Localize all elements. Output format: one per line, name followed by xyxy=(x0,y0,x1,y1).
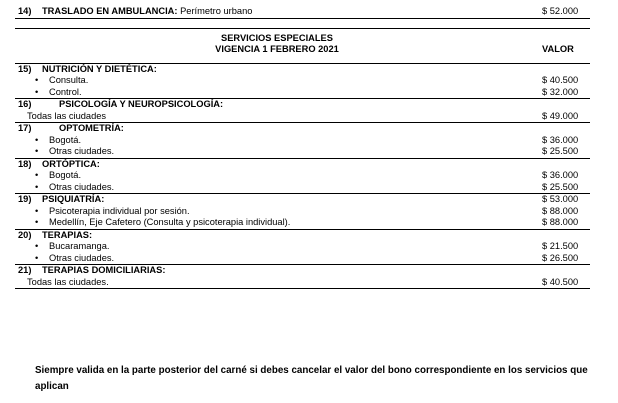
list-item xyxy=(15,146,590,158)
section-title: ORTÓPTICA: xyxy=(42,158,100,169)
item-value: $ 26.500 xyxy=(542,252,579,263)
section-title: PSIQUIATRÍA: xyxy=(42,194,105,204)
item-value: $ 25.500 xyxy=(542,181,579,192)
bullet-icon xyxy=(18,241,49,253)
item-label: Todas las ciudades xyxy=(27,110,107,121)
list-item xyxy=(15,253,590,265)
item-label: Psicoterapia individual por sesión. xyxy=(49,205,190,216)
item-value: $ 36.000 xyxy=(542,134,579,145)
item-label: Bogotá. xyxy=(49,170,82,180)
section-17-title-row xyxy=(15,123,590,135)
list-item xyxy=(15,277,590,289)
bullet-icon xyxy=(18,146,49,158)
bullet-icon xyxy=(18,206,49,218)
bullet-icon xyxy=(18,182,49,194)
list-item xyxy=(15,241,590,253)
section-number: 19) xyxy=(18,194,32,204)
item-value: $ 88.000 xyxy=(542,205,579,216)
item-value: $ 36.000 xyxy=(542,170,579,180)
list-item xyxy=(15,87,590,99)
item-label: Bucaramanga. xyxy=(49,241,110,251)
section-title: NUTRICIÓN Y DIETÉTICA: xyxy=(42,63,157,74)
list-item xyxy=(15,182,590,194)
item-value: $ 21.500 xyxy=(542,241,579,251)
section-15-title-row xyxy=(15,63,590,75)
bullet-icon xyxy=(18,135,49,147)
list-item xyxy=(15,75,590,87)
spacer-row xyxy=(15,18,590,28)
item-value: $ 88.000 xyxy=(542,217,579,227)
section-number: 21) xyxy=(18,265,32,275)
bullet-icon xyxy=(18,87,49,99)
spacer-row xyxy=(15,56,590,64)
item-label: Bogotá. xyxy=(49,134,82,145)
item-value: $ 32.000 xyxy=(542,86,579,97)
table-header-row-2 xyxy=(15,44,590,56)
section-21-title-row xyxy=(15,265,590,277)
header-valor: VALOR xyxy=(542,44,574,54)
item-value: $ 40.500 xyxy=(539,277,590,289)
item-label: Todas las ciudades. xyxy=(15,277,539,289)
list-item xyxy=(15,111,590,123)
item-label: Otras ciudades. xyxy=(49,146,115,156)
item-label: Medellín, Eje Cafetero (Consulta y psicoterapia individual). xyxy=(49,217,291,227)
section-number: 15) xyxy=(18,63,32,74)
item-value: $ 53.000 xyxy=(539,194,590,206)
section-number: 16) xyxy=(18,99,32,109)
section-20-title-row xyxy=(15,229,590,241)
bullet-icon xyxy=(18,217,49,229)
item-value: $ 25.500 xyxy=(542,146,579,156)
table-header-row-1 xyxy=(15,28,590,44)
item-value: $ 40.500 xyxy=(542,75,579,85)
section-title: PSICOLOGÍA Y NEUROPSICOLOGÍA: xyxy=(59,99,224,109)
header-title: SERVICIOS ESPECIALES xyxy=(15,28,539,44)
list-item xyxy=(15,135,590,147)
item-title: TRASLADO EN AMBULANCIA: xyxy=(42,6,178,16)
list-item xyxy=(15,170,590,182)
item-value: $ 49.000 xyxy=(542,110,579,121)
item-label: Otras ciudades. xyxy=(49,181,115,192)
item-label: Otras ciudades. xyxy=(49,252,115,263)
section-title: TERAPIAS: xyxy=(42,229,93,240)
section-19-title-row xyxy=(15,194,590,206)
section-number: 20) xyxy=(18,229,32,240)
notice-text: Siempre valida en la parte posterior del carné si debes cancelar el valor del bono correspondiente en los servicios que aplican xyxy=(35,365,588,392)
bullet-icon xyxy=(18,253,49,265)
item-number: 14) xyxy=(18,6,32,16)
section-title: TERAPIAS DOMICILIARIAS: xyxy=(42,265,166,275)
bullet-icon xyxy=(18,75,49,87)
services-price-table xyxy=(15,6,590,289)
section-number: 18) xyxy=(18,158,32,169)
section-16-title-row xyxy=(15,99,590,111)
list-item xyxy=(15,206,590,218)
traslado-row xyxy=(15,6,590,18)
section-title: OPTOMETRÍA: xyxy=(59,123,124,133)
section-18-title-row xyxy=(15,158,590,170)
bullet-icon xyxy=(18,170,49,182)
item-detail: Perímetro urbano xyxy=(180,6,253,16)
item-value: $ 52.000 xyxy=(539,6,590,18)
section-number: 17) xyxy=(18,123,32,133)
item-label: Consulta. xyxy=(49,75,89,85)
header-subtitle: VIGENCIA 1 FEBRERO 2021 xyxy=(215,44,339,54)
item-label: Control. xyxy=(49,86,82,97)
list-item xyxy=(15,217,590,229)
